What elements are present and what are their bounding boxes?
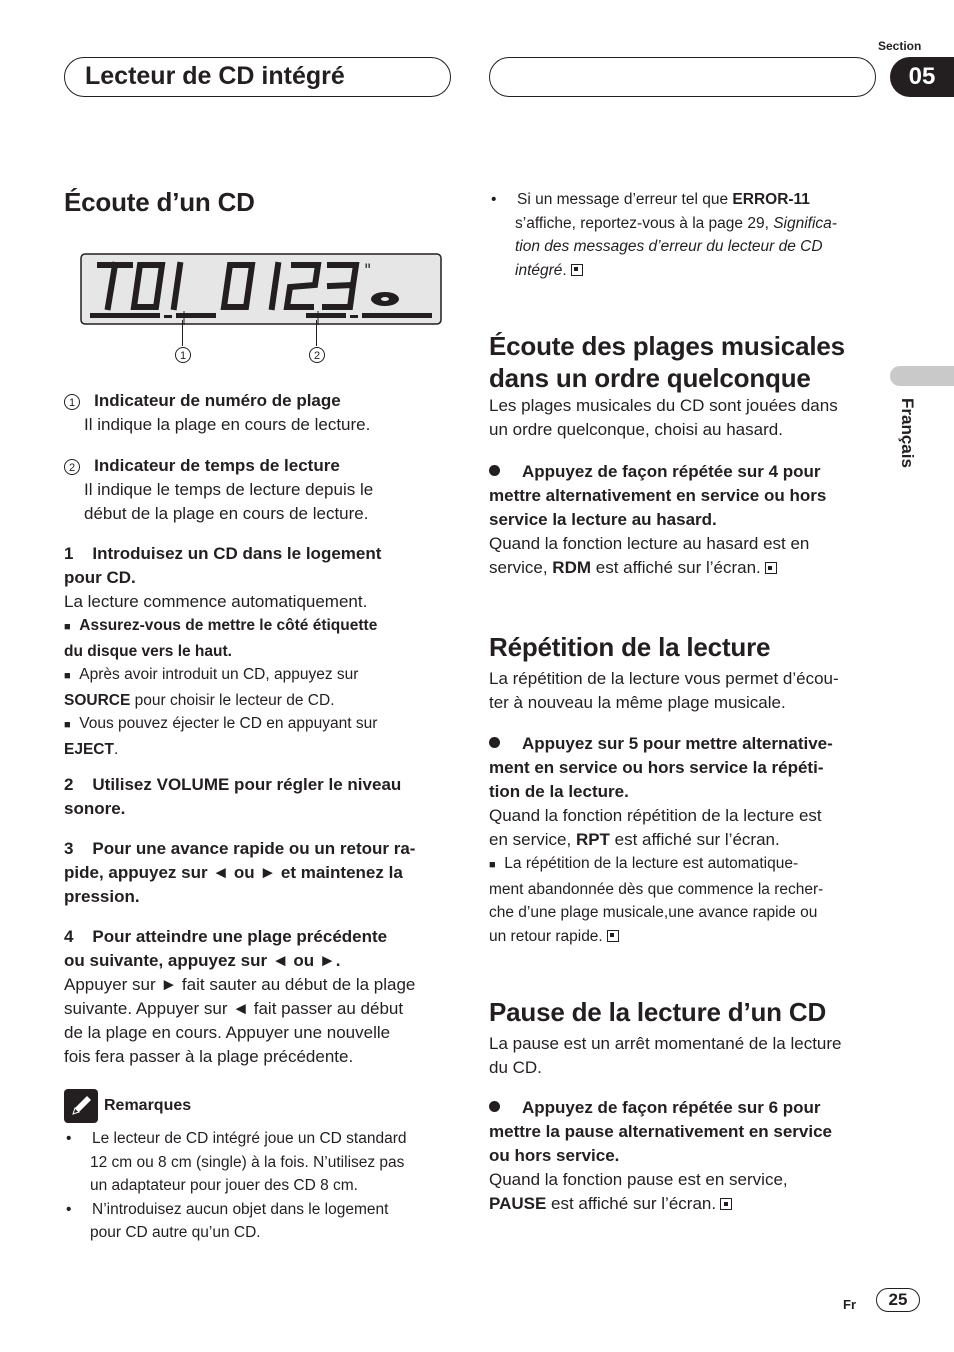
- repeat-result-2c: est affiché sur l’écran.: [609, 830, 780, 849]
- error-note-a3-italic: tion des messages d’erreur du lecteur de CD: [515, 238, 823, 255]
- step-1-title-2: pour CD.: [64, 568, 136, 587]
- note-1c: un adaptateur pour jouer des CD 8 cm.: [90, 1177, 358, 1194]
- bullet-dot-icon: [489, 737, 500, 748]
- heading-ecoute-cd: Écoute d’un CD: [64, 187, 255, 217]
- step-1-bullet-3b-rest: .: [113, 740, 119, 758]
- error-code: ERROR-11: [732, 191, 810, 208]
- pause-instr-2: mettre la pause alternativement en service: [489, 1122, 832, 1141]
- step-1-bullet-1a: Assurez-vous de mettre le côté étiquette: [79, 617, 378, 634]
- random-p2: un ordre quelconque, choisi au hasard.: [489, 420, 783, 439]
- heading-repeat: Répétition de la lecture: [489, 632, 771, 662]
- step-3-title-1: Pour une avance rapide ou un retour ra-: [92, 839, 416, 858]
- bullet-dot-icon: [489, 1101, 500, 1112]
- indicator-1: [64, 389, 454, 437]
- footer-lang: Fr: [843, 1297, 856, 1312]
- error-note-a2-italic: Significa-: [773, 214, 837, 232]
- step-1-desc: La lecture commence automatiquement.: [64, 592, 368, 611]
- step-1-bullet-1b: du disque vers le haut.: [64, 642, 232, 660]
- step-2-title-1: Utilisez VOLUME pour régler le niveau: [92, 775, 402, 794]
- pause-result-1: Quand la fonction pause est en service,: [489, 1170, 788, 1189]
- indicator-1-title: Indicateur de numéro de plage: [94, 391, 341, 410]
- pause-p2: du CD.: [489, 1058, 542, 1077]
- indicator-2-number: 2: [64, 459, 80, 475]
- end-mark-icon: [720, 1198, 732, 1210]
- language-tab: [890, 366, 954, 386]
- step-1-bullet-3a: Vous pouvez éjecter le CD en appuyant sur: [79, 715, 378, 732]
- step-2-title-2: sonore.: [64, 799, 126, 818]
- repeat-result-2a: en service,: [489, 830, 576, 849]
- pause-instr-3: ou hors service.: [489, 1146, 620, 1165]
- error-note: • Si un message d’erreur tel que ERROR-11 s’affiche, reportez-vous à la page 29, Significa- tion des messages d’erreur du lecteur de CD intégré.: [491, 191, 837, 279]
- random-p1: Les plages musicales du CD sont jouées dans: [489, 396, 838, 415]
- random-result-2c: est affiché sur l’écran.: [591, 558, 761, 577]
- step-3: [64, 837, 456, 909]
- error-note-a2: s’affiche, reportez-vous à la page 29,: [515, 214, 774, 232]
- pencil-icon: [64, 1089, 98, 1123]
- repeat-note-2: ment abandonnée dès que commence la recher-: [489, 880, 824, 898]
- notes-title: Remarques: [104, 1097, 192, 1114]
- bullet-dot-icon: [489, 465, 500, 476]
- indicator-2: [64, 454, 454, 526]
- repeat-rpt: RPT: [575, 830, 610, 849]
- step-4-title-2: ou suivante, appuyez sur ◄ ou ►.: [64, 951, 341, 970]
- pause-p1: La pause est un arrêt momentané de la lecture: [489, 1034, 842, 1053]
- repeat-p2: ter à nouveau la même plage musicale.: [489, 693, 786, 712]
- indicator-1-number: 1: [64, 394, 80, 410]
- notes-block: Remarques • Le lecteur de CD intégré joue un CD standard 12 cm ou 8 cm (single) à la fois. N’utilisez pas un adaptateur pour jouer des CD 8 cm. • N’introduisez aucun objet dans le logement pour CD autre qu’un CD.: [64, 1089, 454, 1245]
- step-1: 1 Introduisez un CD dans le logement pour CD. La lecture commence automatiquement. ■ Assurez-vous de mettre le côté étiquette du disque vers le haut. ■ Après avoir introduit un CD, appuyez sur SOURCE pour choisir le lecteur de CD. ■ Vous pouvez éjecter le CD en appuyant sur EJECT.: [64, 542, 454, 761]
- note-1b: 12 cm ou 8 cm (single) à la fois. N’utilisez pas: [90, 1153, 405, 1171]
- header-title: Lecteur de CD intégré: [85, 62, 345, 90]
- repeat-note-3: che d’une plage musicale,une avance rapide ou: [489, 904, 818, 921]
- error-note-a4-rest: .: [562, 261, 567, 279]
- callout-line-2: [316, 320, 317, 346]
- pause-label: PAUSE: [489, 1194, 547, 1213]
- step-1-bullet-2a: Après avoir introduit un CD, appuyez sur: [79, 666, 359, 683]
- pause-result-2c: est affiché sur l’écran.: [546, 1194, 717, 1213]
- pause-instr-1: Appuyez de façon répétée sur 6 pour: [522, 1098, 821, 1117]
- step-4: [64, 925, 456, 1069]
- end-mark-icon: [765, 562, 777, 574]
- heading-random-1: Écoute des plages musicales: [489, 331, 845, 361]
- lcd-display-graphic: [80, 253, 442, 325]
- step-1-number: 1: [64, 544, 74, 563]
- note-2a: N’introduisez aucun objet dans le logement: [92, 1200, 389, 1218]
- step-2: [64, 773, 454, 821]
- note-2b: pour CD autre qu’un CD.: [90, 1224, 261, 1241]
- random-result-1: Quand la fonction lecture au hasard est en: [489, 534, 810, 553]
- error-note-a1: Si un message d’erreur tel que: [517, 191, 733, 208]
- step-1-bullet-2b-bold: SOURCE: [64, 691, 131, 709]
- header-empty-pill: [489, 57, 876, 97]
- step-3-title-2: pide, appuyez sur ◄ ou ► et maintenez la: [64, 863, 403, 882]
- step-4-number: 4: [64, 927, 74, 946]
- header-title-pill: [64, 57, 451, 97]
- section-repeat: Répétition de la lecture La répétition de la lecture vous permet d’écou- ter à nouveau la même plage musicale. Appuyez sur 5 pour mettre alternative- ment en service ou hors service la répéti- tion de la lecture. Quand la fonction répétition de la lecture est en service, RPT est affiché sur l’écran. ■ La répétition de la lecture est automatique- ment abandonnée dès que commence la recher- che d’une plage musicale,une avance rapide ou un retour rapide.: [489, 631, 884, 948]
- repeat-result-1: Quand la fonction répétition de la lecture est: [489, 806, 822, 825]
- svg-text:": ": [364, 260, 372, 279]
- step-3-number: 3: [64, 839, 74, 858]
- random-instr-2: mettre alternativement en service ou hors: [489, 486, 827, 505]
- indicator-1-desc: Il indique la plage en cours de lecture.: [84, 415, 371, 434]
- random-result-2a: service,: [489, 558, 553, 577]
- random-instr-1: Appuyez de façon répétée sur 4 pour: [522, 462, 821, 481]
- step-4-desc-2: suivante. Appuyer sur ◄ fait passer au début: [64, 999, 404, 1018]
- random-rdm: RDM: [552, 558, 592, 577]
- error-note-a4-italic: intégré: [515, 261, 563, 279]
- step-4-desc-4: fois fera passer à la plage précédente.: [64, 1047, 354, 1066]
- section-random: [489, 330, 884, 580]
- indicator-2-title: Indicateur de temps de lecture: [94, 456, 340, 475]
- callout-line-1: [182, 320, 183, 346]
- callout-2: 2: [309, 347, 325, 363]
- step-4-desc-3: de la plage en cours. Appuyer une nouvelle: [64, 1023, 391, 1042]
- callout-1: 1: [175, 347, 191, 363]
- section-number: 05: [890, 57, 954, 97]
- end-mark-icon: [571, 264, 583, 276]
- random-instr-3: service la lecture au hasard.: [489, 510, 717, 529]
- repeat-note-4: un retour rapide.: [489, 927, 603, 945]
- section-label: Section: [878, 39, 922, 53]
- heading-pause: Pause de la lecture d’un CD: [489, 997, 827, 1027]
- note-1a: Le lecteur de CD intégré joue un CD standard: [92, 1130, 407, 1147]
- step-4-desc-1: Appuyer sur ► fait sauter au début de la plage: [64, 975, 416, 994]
- step-4-title-1: Pour atteindre une plage précédente: [92, 927, 388, 946]
- step-3-title-3: pression.: [64, 887, 140, 906]
- lcd-display: [80, 253, 442, 325]
- repeat-instr-1: Appuyez sur 5 pour mettre alternative-: [522, 734, 833, 753]
- section-pause: [489, 996, 884, 1216]
- indicator-2-desc-1: Il indique le temps de lecture depuis le: [84, 480, 374, 499]
- step-1-bullet-2b-rest: pour choisir le lecteur de CD.: [130, 691, 335, 709]
- repeat-note-1: La répétition de la lecture est automatique-: [504, 855, 799, 872]
- heading-random-2: dans un ordre quelconque: [489, 363, 811, 393]
- repeat-instr-3: tion de la lecture.: [489, 782, 629, 801]
- end-mark-icon: [607, 930, 619, 942]
- repeat-p1: La répétition de la lecture vous permet d’écou-: [489, 669, 839, 688]
- page-number: 25: [876, 1288, 920, 1312]
- indicator-2-desc-2: début de la plage en cours de lecture.: [84, 504, 369, 523]
- step-2-number: 2: [64, 775, 74, 794]
- step-1-title-1: Introduisez un CD dans le logement: [92, 544, 382, 563]
- language-label: Français: [898, 398, 917, 468]
- step-1-bullet-3b-bold: EJECT: [64, 740, 114, 758]
- repeat-instr-2: ment en service ou hors service la répéti-: [489, 758, 824, 777]
